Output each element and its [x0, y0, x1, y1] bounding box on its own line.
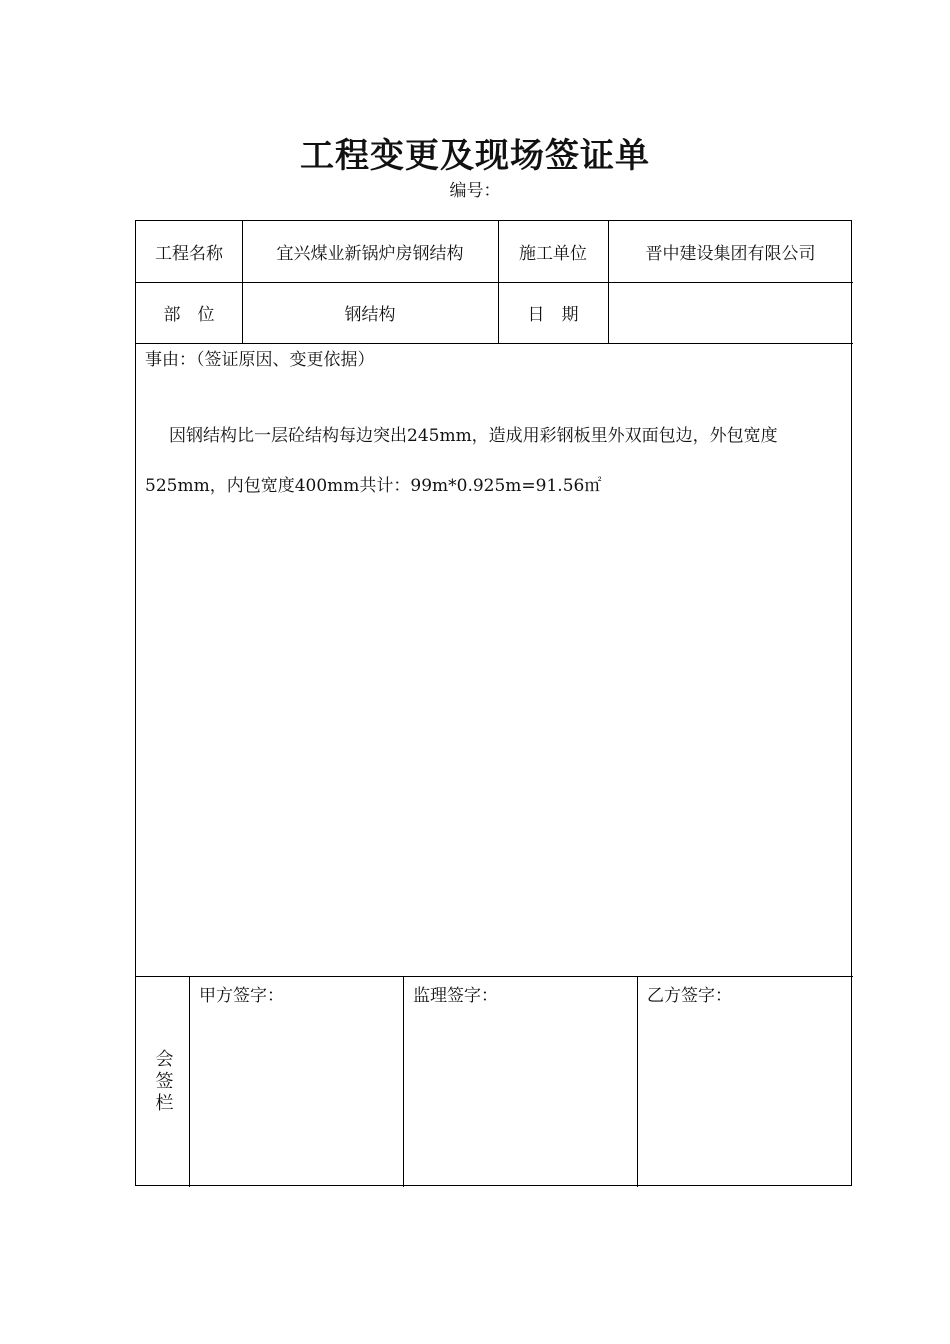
party-a-signature-label: 甲方签字： — [199, 986, 284, 1006]
column-divider — [403, 976, 404, 1187]
countersign-section-label: 会签栏 — [152, 1049, 174, 1115]
form-number-label: 编号： — [449, 181, 501, 201]
contractor-label: 施工单位 — [519, 244, 587, 264]
reason-label: 事由：（签证原因、变更依据） — [145, 350, 375, 370]
reason-text-block — [145, 411, 835, 511]
row-divider — [136, 976, 853, 977]
column-divider — [189, 976, 190, 1187]
project-name-label: 工程名称 — [155, 244, 223, 264]
row-divider — [136, 343, 853, 344]
part-value: 钢结构 — [344, 305, 396, 325]
supervisor-signature-label: 监理签字： — [413, 986, 498, 1006]
form-title: 工程变更及现场签证单 — [300, 136, 650, 176]
contractor-value: 晋中建设集团有限公司 — [645, 244, 816, 264]
change-order-table — [135, 220, 852, 1186]
reason-text: 因钢结构比一层砼结构每边突出245mm，造成用彩钢板里外双面包边，外包宽度525mm，内包宽度400mm共计：99m*0.925m=91.56㎡ — [145, 426, 778, 496]
party-b-signature-label: 乙方签字： — [647, 986, 732, 1006]
date-value — [608, 282, 853, 343]
part-label: 部 位 — [163, 305, 215, 325]
date-label: 日 期 — [527, 305, 579, 325]
countersign-section-label-cell — [136, 977, 189, 1187]
column-divider — [637, 976, 638, 1187]
project-name-value: 宜兴煤业新锅炉房钢结构 — [276, 244, 464, 264]
